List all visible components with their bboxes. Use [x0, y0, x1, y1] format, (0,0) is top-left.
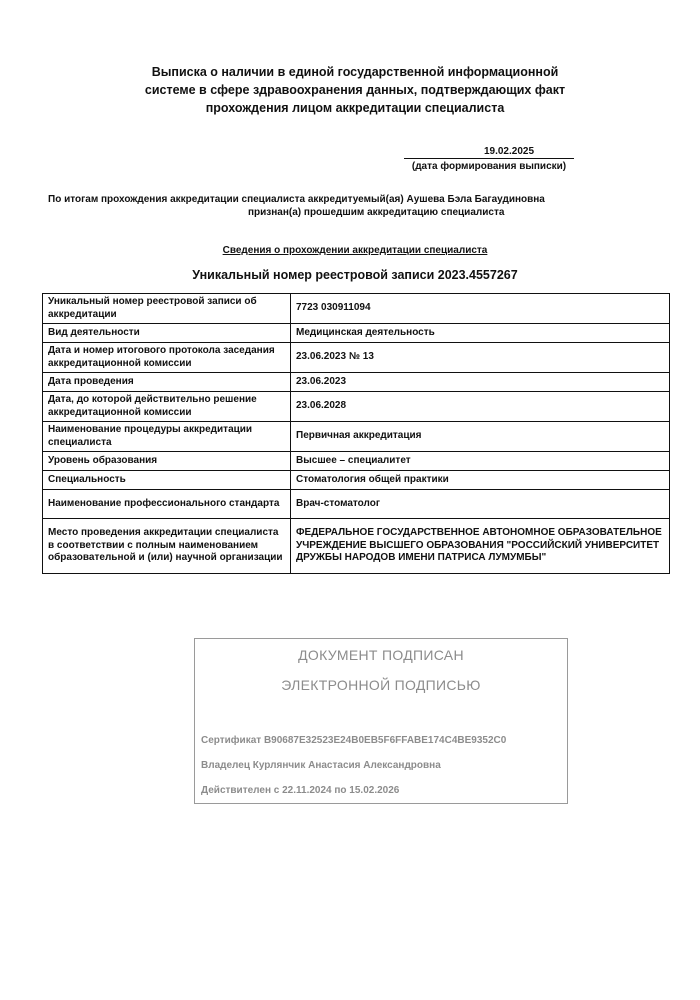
table-cell-value: Врач-стоматолог [291, 490, 670, 519]
table-cell-value: 7723 030911094 [291, 294, 670, 324]
table-cell-label: Специальность [43, 471, 291, 490]
table-cell-label: Место проведения аккредитации специалиста в соответствии с полным наименованием образовательной и (или) научной организации [43, 519, 291, 574]
table-cell-label: Дата проведения [43, 373, 291, 392]
electronic-signature-stamp [194, 638, 568, 804]
table-cell-value: 23.06.2023 [291, 373, 670, 392]
table-row [43, 343, 670, 373]
table-cell-label: Дата, до которой действительно решение аккредитационной комиссии [43, 392, 291, 422]
table-cell-value: Медицинская деятельность [291, 324, 670, 343]
table-cell-value: Стоматология общей практики [291, 471, 670, 490]
table-cell-value: Первичная аккредитация [291, 422, 670, 452]
stamp-title: ДОКУМЕНТ ПОДПИСАН [298, 647, 464, 663]
issue-date-block [404, 145, 574, 174]
table-cell-label: Наименование процедуры аккредитации специалиста [43, 422, 291, 452]
issue-date: 19.02.2025 [404, 145, 574, 159]
table-cell-label: Уровень образования [43, 452, 291, 471]
issue-date-caption: (дата формирования выписки) [411, 161, 567, 172]
table-cell-value: Высшее – специалитет [291, 452, 670, 471]
document-title-line: прохождения лицом аккредитации специалиста [205, 101, 505, 115]
document-title [120, 63, 590, 117]
table-row [43, 324, 670, 343]
table-cell-value: 23.06.2023 № 13 [291, 343, 670, 373]
table-cell-label: Наименование профессионального стандарта [43, 490, 291, 519]
stamp-certificate: Сертификат B90687E32523E24B0EB5F6FFABE174C4BE9352C0 [201, 735, 507, 746]
table-cell-value: ФЕДЕРАЛЬНОЕ ГОСУДАРСТВЕННОЕ АВТОНОМНОЕ ОБРАЗОВАТЕЛЬНОЕ УЧРЕЖДЕНИЕ ВЫСШЕГО ОБРАЗОВАНИЯ "РОССИЙСКИЙ УНИВЕРСИТЕТ ДРУЖБЫ НАРОДОВ ИМЕНИ ПАТРИСА ЛУМУМБЫ" [291, 519, 670, 574]
result-line: признан(а) прошедшим аккредитацию специалиста [248, 207, 505, 218]
accreditation-result [48, 193, 608, 219]
accreditation-table [42, 293, 670, 574]
table-cell-value: 23.06.2028 [291, 392, 670, 422]
table-cell-label: Дата и номер итогового протокола заседания аккредитационной комиссии [43, 343, 291, 373]
table-row [43, 373, 670, 392]
table-row [43, 471, 670, 490]
document-title-line: системе в сфере здравоохранения данных, подтверждающих факт [144, 83, 566, 97]
table-row [43, 294, 670, 324]
stamp-validity: Действителен с 22.11.2024 по 15.02.2026 [201, 785, 400, 796]
stamp-subtitle: ЭЛЕКТРОННОЙ ПОДПИСЬЮ [281, 677, 481, 693]
stamp-owner: Владелец Курлянчик Анастасия Александровна [201, 760, 441, 771]
result-line: По итогам прохождения аккредитации специалиста аккредитуемый(ая) Аушева Бэла Багаудиновна [48, 194, 545, 205]
table-cell-label: Вид деятельности [43, 324, 291, 343]
registry-number-heading: Уникальный номер реестровой записи 2023.4557267 [192, 268, 518, 282]
table-cell-label: Уникальный номер реестровой записи об аккредитации [43, 294, 291, 324]
document-title-line: Выписка о наличии в единой государственной информационной [151, 65, 559, 79]
table-row [43, 452, 670, 471]
table-row [43, 422, 670, 452]
table-row [43, 490, 670, 519]
table-row [43, 392, 670, 422]
table-row [43, 519, 670, 574]
section-heading: Сведения о прохождении аккредитации специалиста [222, 245, 488, 256]
